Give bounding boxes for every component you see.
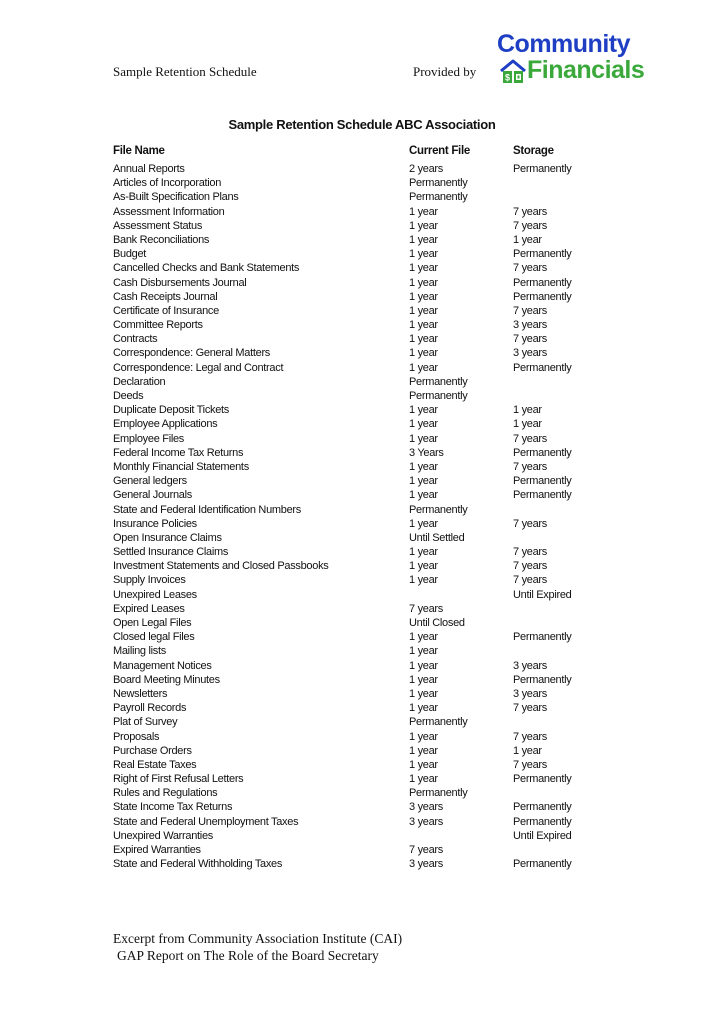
table-row bbox=[113, 829, 593, 843]
current-file-cell: 7 years bbox=[409, 844, 443, 856]
table-row bbox=[113, 290, 593, 304]
table-row bbox=[113, 361, 593, 375]
table-row bbox=[113, 190, 593, 204]
current-file-cell: Until Closed bbox=[409, 617, 465, 629]
table-row bbox=[113, 744, 593, 758]
current-file-cell: 1 year bbox=[409, 248, 438, 261]
table-row bbox=[113, 403, 593, 417]
storage-cell: 3 years bbox=[513, 659, 547, 672]
header-document-label: Sample Retention Schedule bbox=[113, 64, 257, 79]
file-name-cell: Budget bbox=[113, 248, 147, 261]
current-file-cell: 1 year bbox=[409, 730, 438, 743]
current-file-cell: 1 year bbox=[409, 687, 438, 700]
current-file-cell: 1 year bbox=[409, 418, 438, 431]
table-row bbox=[113, 276, 593, 290]
table-row bbox=[113, 857, 593, 871]
table-row bbox=[113, 630, 593, 644]
storage-cell: 7 years bbox=[513, 546, 547, 559]
file-name-cell: State and Federal Unemployment Taxes bbox=[113, 815, 299, 828]
storage-cell: 7 years bbox=[513, 574, 547, 587]
file-name-cell: Deeds bbox=[113, 390, 144, 402]
file-name-cell: Contracts bbox=[113, 333, 158, 346]
table-row bbox=[113, 375, 593, 389]
current-file-cell: 1 year bbox=[409, 475, 438, 488]
current-file-cell: 1 year bbox=[409, 205, 438, 218]
file-name-cell: Declaration bbox=[113, 375, 166, 388]
table-row bbox=[113, 573, 593, 587]
table-row bbox=[113, 815, 593, 829]
current-file-cell: 1 year bbox=[409, 574, 438, 587]
logo-text-community: Community bbox=[497, 30, 630, 58]
storage-cell: 7 years bbox=[513, 758, 547, 771]
file-name-cell: Unexpired Leases bbox=[113, 588, 197, 601]
storage-cell: Permanently bbox=[513, 475, 572, 488]
house-dollar-icon bbox=[499, 59, 527, 85]
file-name-cell: Management Notices bbox=[113, 659, 212, 672]
current-file-cell: 1 year bbox=[409, 744, 438, 757]
file-name-cell: State and Federal Withholding Taxes bbox=[113, 858, 283, 871]
current-file-cell: 1 year bbox=[409, 347, 438, 360]
current-file-cell: 1 year bbox=[409, 233, 438, 246]
column-header: Storage bbox=[513, 145, 554, 157]
current-file-cell: Permanently bbox=[409, 503, 468, 516]
file-name-cell: Employee Files bbox=[113, 432, 184, 445]
table-row bbox=[113, 545, 593, 559]
table-row bbox=[113, 346, 593, 360]
storage-cell: Permanently bbox=[513, 815, 572, 828]
table-row bbox=[113, 304, 593, 318]
current-file-cell: 1 year bbox=[409, 304, 438, 317]
file-name-cell: Plat of Survey bbox=[113, 716, 178, 729]
footer-line-1: Excerpt from Community Association Institute (CAI) bbox=[113, 931, 403, 946]
file-name-cell: Purchase Orders bbox=[113, 744, 192, 757]
current-file-cell: 1 year bbox=[409, 361, 438, 374]
table-row bbox=[113, 460, 593, 474]
file-name-cell: State and Federal Identification Numbers bbox=[113, 503, 301, 516]
file-name-cell: Insurance Policies bbox=[113, 517, 197, 530]
storage-cell: 1 year bbox=[513, 744, 542, 757]
current-file-cell: Permanently bbox=[409, 177, 468, 190]
current-file-cell: 1 year bbox=[409, 758, 438, 771]
file-name-cell: Supply Invoices bbox=[113, 574, 186, 587]
current-file-cell: 1 year bbox=[409, 333, 438, 346]
current-file-cell: 3 years bbox=[409, 858, 443, 871]
storage-cell: 3 years bbox=[513, 319, 547, 332]
file-name-cell: Expired Leases bbox=[113, 602, 185, 615]
current-file-cell: Until Settled bbox=[409, 531, 465, 544]
table-row bbox=[113, 162, 593, 176]
table-row bbox=[113, 247, 593, 261]
storage-cell: Permanently bbox=[513, 858, 572, 871]
storage-cell: 1 year bbox=[513, 418, 542, 431]
file-name-cell: State Income Tax Returns bbox=[113, 801, 233, 814]
storage-cell: Permanently bbox=[513, 773, 572, 786]
file-name-cell: Payroll Records bbox=[113, 702, 187, 715]
table-row bbox=[113, 588, 593, 602]
file-name-cell: Board Meeting Minutes bbox=[113, 673, 220, 686]
file-name-cell: As-Built Specification Plans bbox=[113, 191, 239, 204]
storage-cell: 7 years bbox=[513, 262, 547, 275]
file-name-cell: Committee Reports bbox=[113, 319, 203, 332]
table-row bbox=[113, 474, 593, 488]
current-file-cell: 1 year bbox=[409, 432, 438, 445]
file-name-cell: Federal Income Tax Returns bbox=[113, 446, 244, 459]
file-name-cell: Right of First Refusal Letters bbox=[113, 773, 244, 786]
table-row bbox=[113, 659, 593, 673]
table-row bbox=[113, 730, 593, 744]
table-row bbox=[113, 219, 593, 233]
table-row bbox=[113, 800, 593, 814]
retention-table bbox=[113, 144, 593, 871]
storage-cell: 3 years bbox=[513, 687, 547, 700]
storage-cell: Permanently bbox=[513, 163, 572, 175]
storage-cell: 7 years bbox=[513, 517, 547, 530]
table-row bbox=[113, 205, 593, 219]
file-name-cell: Real Estate Taxes bbox=[113, 758, 197, 771]
current-file-cell: Permanently bbox=[409, 390, 468, 402]
file-name-cell: Open Legal Files bbox=[113, 617, 192, 629]
current-file-cell: 3 Years bbox=[409, 446, 444, 459]
current-file-cell: 1 year bbox=[409, 290, 438, 303]
current-file-cell: 1 year bbox=[409, 560, 438, 573]
current-file-cell: 1 year bbox=[409, 319, 438, 332]
current-file-cell: 3 years bbox=[409, 815, 443, 828]
table-row bbox=[113, 843, 593, 857]
current-file-cell: 1 year bbox=[409, 404, 438, 417]
storage-cell: Permanently bbox=[513, 276, 572, 289]
storage-cell: 7 years bbox=[513, 560, 547, 573]
file-name-cell: Newsletters bbox=[113, 687, 168, 700]
table-row bbox=[113, 531, 593, 545]
file-name-cell: General ledgers bbox=[113, 475, 187, 488]
current-file-cell: 1 year bbox=[409, 645, 438, 658]
table-row bbox=[113, 488, 593, 502]
footer-line-2: GAP Report on The Role of the Board Secretary bbox=[117, 948, 379, 963]
table-row bbox=[113, 176, 593, 190]
storage-cell: Until Expired bbox=[513, 829, 572, 842]
file-name-cell: Unexpired Warranties bbox=[113, 829, 213, 842]
storage-cell: 7 years bbox=[513, 333, 547, 346]
current-file-cell: 1 year bbox=[409, 489, 438, 502]
current-file-cell: Permanently bbox=[409, 716, 468, 729]
storage-cell: Permanently bbox=[513, 446, 572, 459]
storage-cell: Until Expired bbox=[513, 588, 572, 601]
storage-cell: 7 years bbox=[513, 460, 547, 473]
provided-by-label: Provided by bbox=[413, 64, 477, 79]
file-name-cell: Proposals bbox=[113, 730, 160, 743]
storage-cell: 7 years bbox=[513, 730, 547, 743]
file-name-cell: Cancelled Checks and Bank Statements bbox=[113, 262, 300, 275]
current-file-cell: 1 year bbox=[409, 460, 438, 473]
table-row bbox=[113, 332, 593, 346]
file-name-cell: Expired Warranties bbox=[113, 844, 201, 856]
table-row bbox=[113, 602, 593, 616]
file-name-cell: Correspondence: General Matters bbox=[113, 347, 271, 360]
file-name-cell: Mailing lists bbox=[113, 645, 166, 658]
svg-text:$: $ bbox=[504, 72, 511, 83]
storage-cell: Permanently bbox=[513, 801, 572, 814]
table-row bbox=[113, 261, 593, 275]
file-name-cell: Monthly Financial Statements bbox=[113, 460, 249, 473]
storage-cell: 7 years bbox=[513, 702, 547, 715]
table-row bbox=[113, 233, 593, 247]
file-name-cell: General Journals bbox=[113, 489, 192, 502]
current-file-cell: 3 years bbox=[409, 801, 443, 814]
table-row bbox=[113, 432, 593, 446]
storage-cell: 7 years bbox=[513, 304, 547, 317]
current-file-cell: 1 year bbox=[409, 673, 438, 686]
table-header-row bbox=[113, 144, 593, 162]
current-file-cell: 2 years bbox=[409, 163, 443, 175]
storage-cell: 7 years bbox=[513, 205, 547, 218]
storage-cell: 1 year bbox=[513, 233, 542, 246]
table-row bbox=[113, 644, 593, 658]
table-row bbox=[113, 786, 593, 800]
table-row bbox=[113, 673, 593, 687]
file-name-cell: Employee Applications bbox=[113, 418, 218, 431]
table-row bbox=[113, 687, 593, 701]
document-title: Sample Retention Schedule ABC Association bbox=[228, 117, 496, 132]
logo-text-financials: Financials bbox=[527, 56, 645, 84]
storage-cell: Permanently bbox=[513, 673, 572, 686]
current-file-cell: 1 year bbox=[409, 517, 438, 530]
file-name-cell: Open Insurance Claims bbox=[113, 531, 222, 544]
file-name-cell: Closed legal Files bbox=[113, 631, 195, 644]
table-row bbox=[113, 715, 593, 729]
storage-cell: 7 years bbox=[513, 219, 547, 232]
table-row bbox=[113, 417, 593, 431]
storage-cell: Permanently bbox=[513, 631, 572, 644]
file-name-cell: Duplicate Deposit Tickets bbox=[113, 404, 229, 417]
table-row bbox=[113, 772, 593, 786]
table-row bbox=[113, 318, 593, 332]
current-file-cell: 1 year bbox=[409, 631, 438, 644]
storage-cell: 1 year bbox=[513, 404, 542, 417]
file-name-cell: Investment Statements and Closed Passbooks bbox=[113, 560, 329, 573]
file-name-cell: Articles of Incorporation bbox=[113, 177, 222, 190]
community-financials-logo bbox=[497, 30, 677, 88]
current-file-cell: 1 year bbox=[409, 702, 438, 715]
table-row bbox=[113, 446, 593, 460]
footer-note bbox=[113, 930, 402, 964]
table-row bbox=[113, 701, 593, 715]
file-name-cell: Assessment Status bbox=[113, 219, 203, 232]
storage-cell: 3 years bbox=[513, 347, 547, 360]
table-row bbox=[113, 517, 593, 531]
table-row bbox=[113, 503, 593, 517]
file-name-cell: Bank Reconciliations bbox=[113, 233, 210, 246]
file-name-cell: Correspondence: Legal and Contract bbox=[113, 361, 284, 374]
file-name-cell: Certificate of Insurance bbox=[113, 304, 219, 317]
table-row bbox=[113, 389, 593, 403]
current-file-cell: 7 years bbox=[409, 602, 443, 615]
storage-cell: Permanently bbox=[513, 248, 572, 261]
column-header: Current File bbox=[409, 145, 470, 157]
current-file-cell: Permanently bbox=[409, 375, 468, 388]
file-name-cell: Settled Insurance Claims bbox=[113, 546, 229, 559]
current-file-cell: 1 year bbox=[409, 659, 438, 672]
storage-cell: Permanently bbox=[513, 489, 572, 502]
current-file-cell: 1 year bbox=[409, 262, 438, 275]
column-header: File Name bbox=[113, 145, 165, 157]
current-file-cell: 1 year bbox=[409, 276, 438, 289]
file-name-cell: Annual Reports bbox=[113, 163, 185, 175]
storage-cell: Permanently bbox=[513, 361, 572, 374]
file-name-cell: Assessment Information bbox=[113, 205, 225, 218]
file-name-cell: Cash Disbursements Journal bbox=[113, 276, 247, 289]
current-file-cell: 1 year bbox=[409, 219, 438, 232]
current-file-cell: 1 year bbox=[409, 546, 438, 559]
current-file-cell: Permanently bbox=[409, 191, 468, 204]
table-row bbox=[113, 559, 593, 573]
file-name-cell: Cash Receipts Journal bbox=[113, 290, 218, 303]
table-row bbox=[113, 616, 593, 630]
file-name-cell: Rules and Regulations bbox=[113, 787, 218, 800]
table-row bbox=[113, 758, 593, 772]
current-file-cell: Permanently bbox=[409, 787, 468, 800]
storage-cell: Permanently bbox=[513, 290, 572, 303]
storage-cell: 7 years bbox=[513, 432, 547, 445]
current-file-cell: 1 year bbox=[409, 773, 438, 786]
